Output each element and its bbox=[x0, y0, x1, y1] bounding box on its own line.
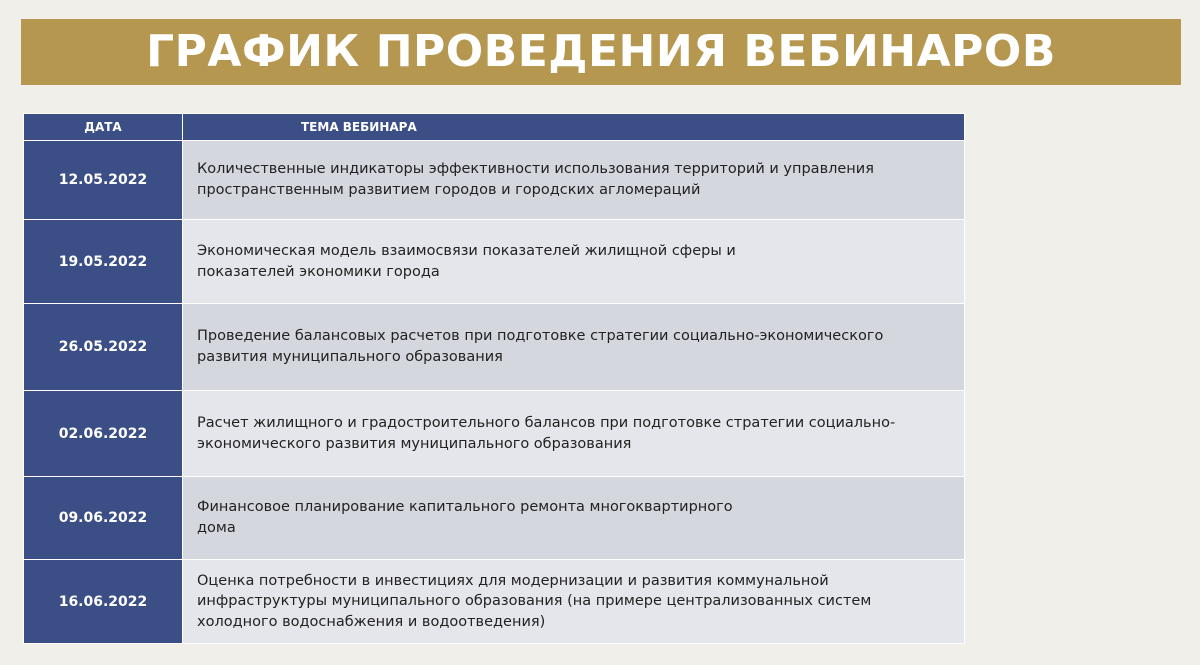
date-cell: 19.05.2022 bbox=[24, 220, 183, 304]
topic-line: экономического развития муниципального образования bbox=[197, 435, 632, 452]
date-cell: 16.06.2022 bbox=[24, 560, 183, 644]
table-header-row bbox=[24, 114, 965, 141]
title-banner bbox=[21, 19, 1181, 85]
topic-cell bbox=[183, 220, 965, 304]
table-row bbox=[24, 220, 965, 304]
table-row bbox=[24, 477, 965, 560]
table-row bbox=[24, 141, 965, 220]
topic-line: развития муниципального образования bbox=[197, 349, 503, 365]
date-cell: 12.05.2022 bbox=[24, 141, 183, 220]
date-cell: 09.06.2022 bbox=[24, 477, 183, 560]
topic-line: инфраструктуры муниципального образования (на примере централизованных систем bbox=[197, 593, 872, 610]
topic-cell bbox=[183, 560, 965, 644]
column-header-topic: ТЕМА ВЕБИНАРА bbox=[183, 114, 965, 141]
topic-cell bbox=[183, 141, 965, 220]
topic-line: Проведение балансовых расчетов при подготовке стратегии социально-экономического bbox=[197, 328, 884, 345]
table-row bbox=[24, 304, 965, 391]
topic-cell bbox=[183, 391, 965, 477]
topic-cell bbox=[183, 477, 965, 560]
topic-line: Оценка потребности в инвестициях для модернизации и развития коммунальной bbox=[197, 572, 829, 589]
topic-line: показателей экономики города bbox=[197, 263, 440, 280]
table-row bbox=[24, 560, 965, 644]
topic-cell bbox=[183, 304, 965, 391]
topic-line: дома bbox=[197, 520, 236, 536]
webinar-schedule-table bbox=[23, 113, 965, 644]
topic-line: Расчет жилищного и градостроительного балансов при подготовке стратегии социально- bbox=[197, 414, 896, 431]
topic-line: пространственным развитием городов и городских агломераций bbox=[197, 182, 701, 198]
topic-line: Экономическая модель взаимосвязи показателей жилищной сферы и bbox=[197, 242, 736, 259]
date-cell: 26.05.2022 bbox=[24, 304, 183, 391]
topic-line: Финансовое планирование капитального ремонта многоквартирного bbox=[197, 499, 733, 516]
table-row bbox=[24, 391, 965, 477]
topic-line: Количественные индикаторы эффективности использования территорий и управления bbox=[197, 161, 874, 178]
date-cell: 02.06.2022 bbox=[24, 391, 183, 477]
page-title: ГРАФИК ПРОВЕДЕНИЯ ВЕБИНАРОВ bbox=[146, 26, 1056, 77]
topic-line: холодного водоснабжения и водоотведения) bbox=[197, 613, 546, 630]
column-header-date: ДАТА bbox=[24, 114, 183, 141]
